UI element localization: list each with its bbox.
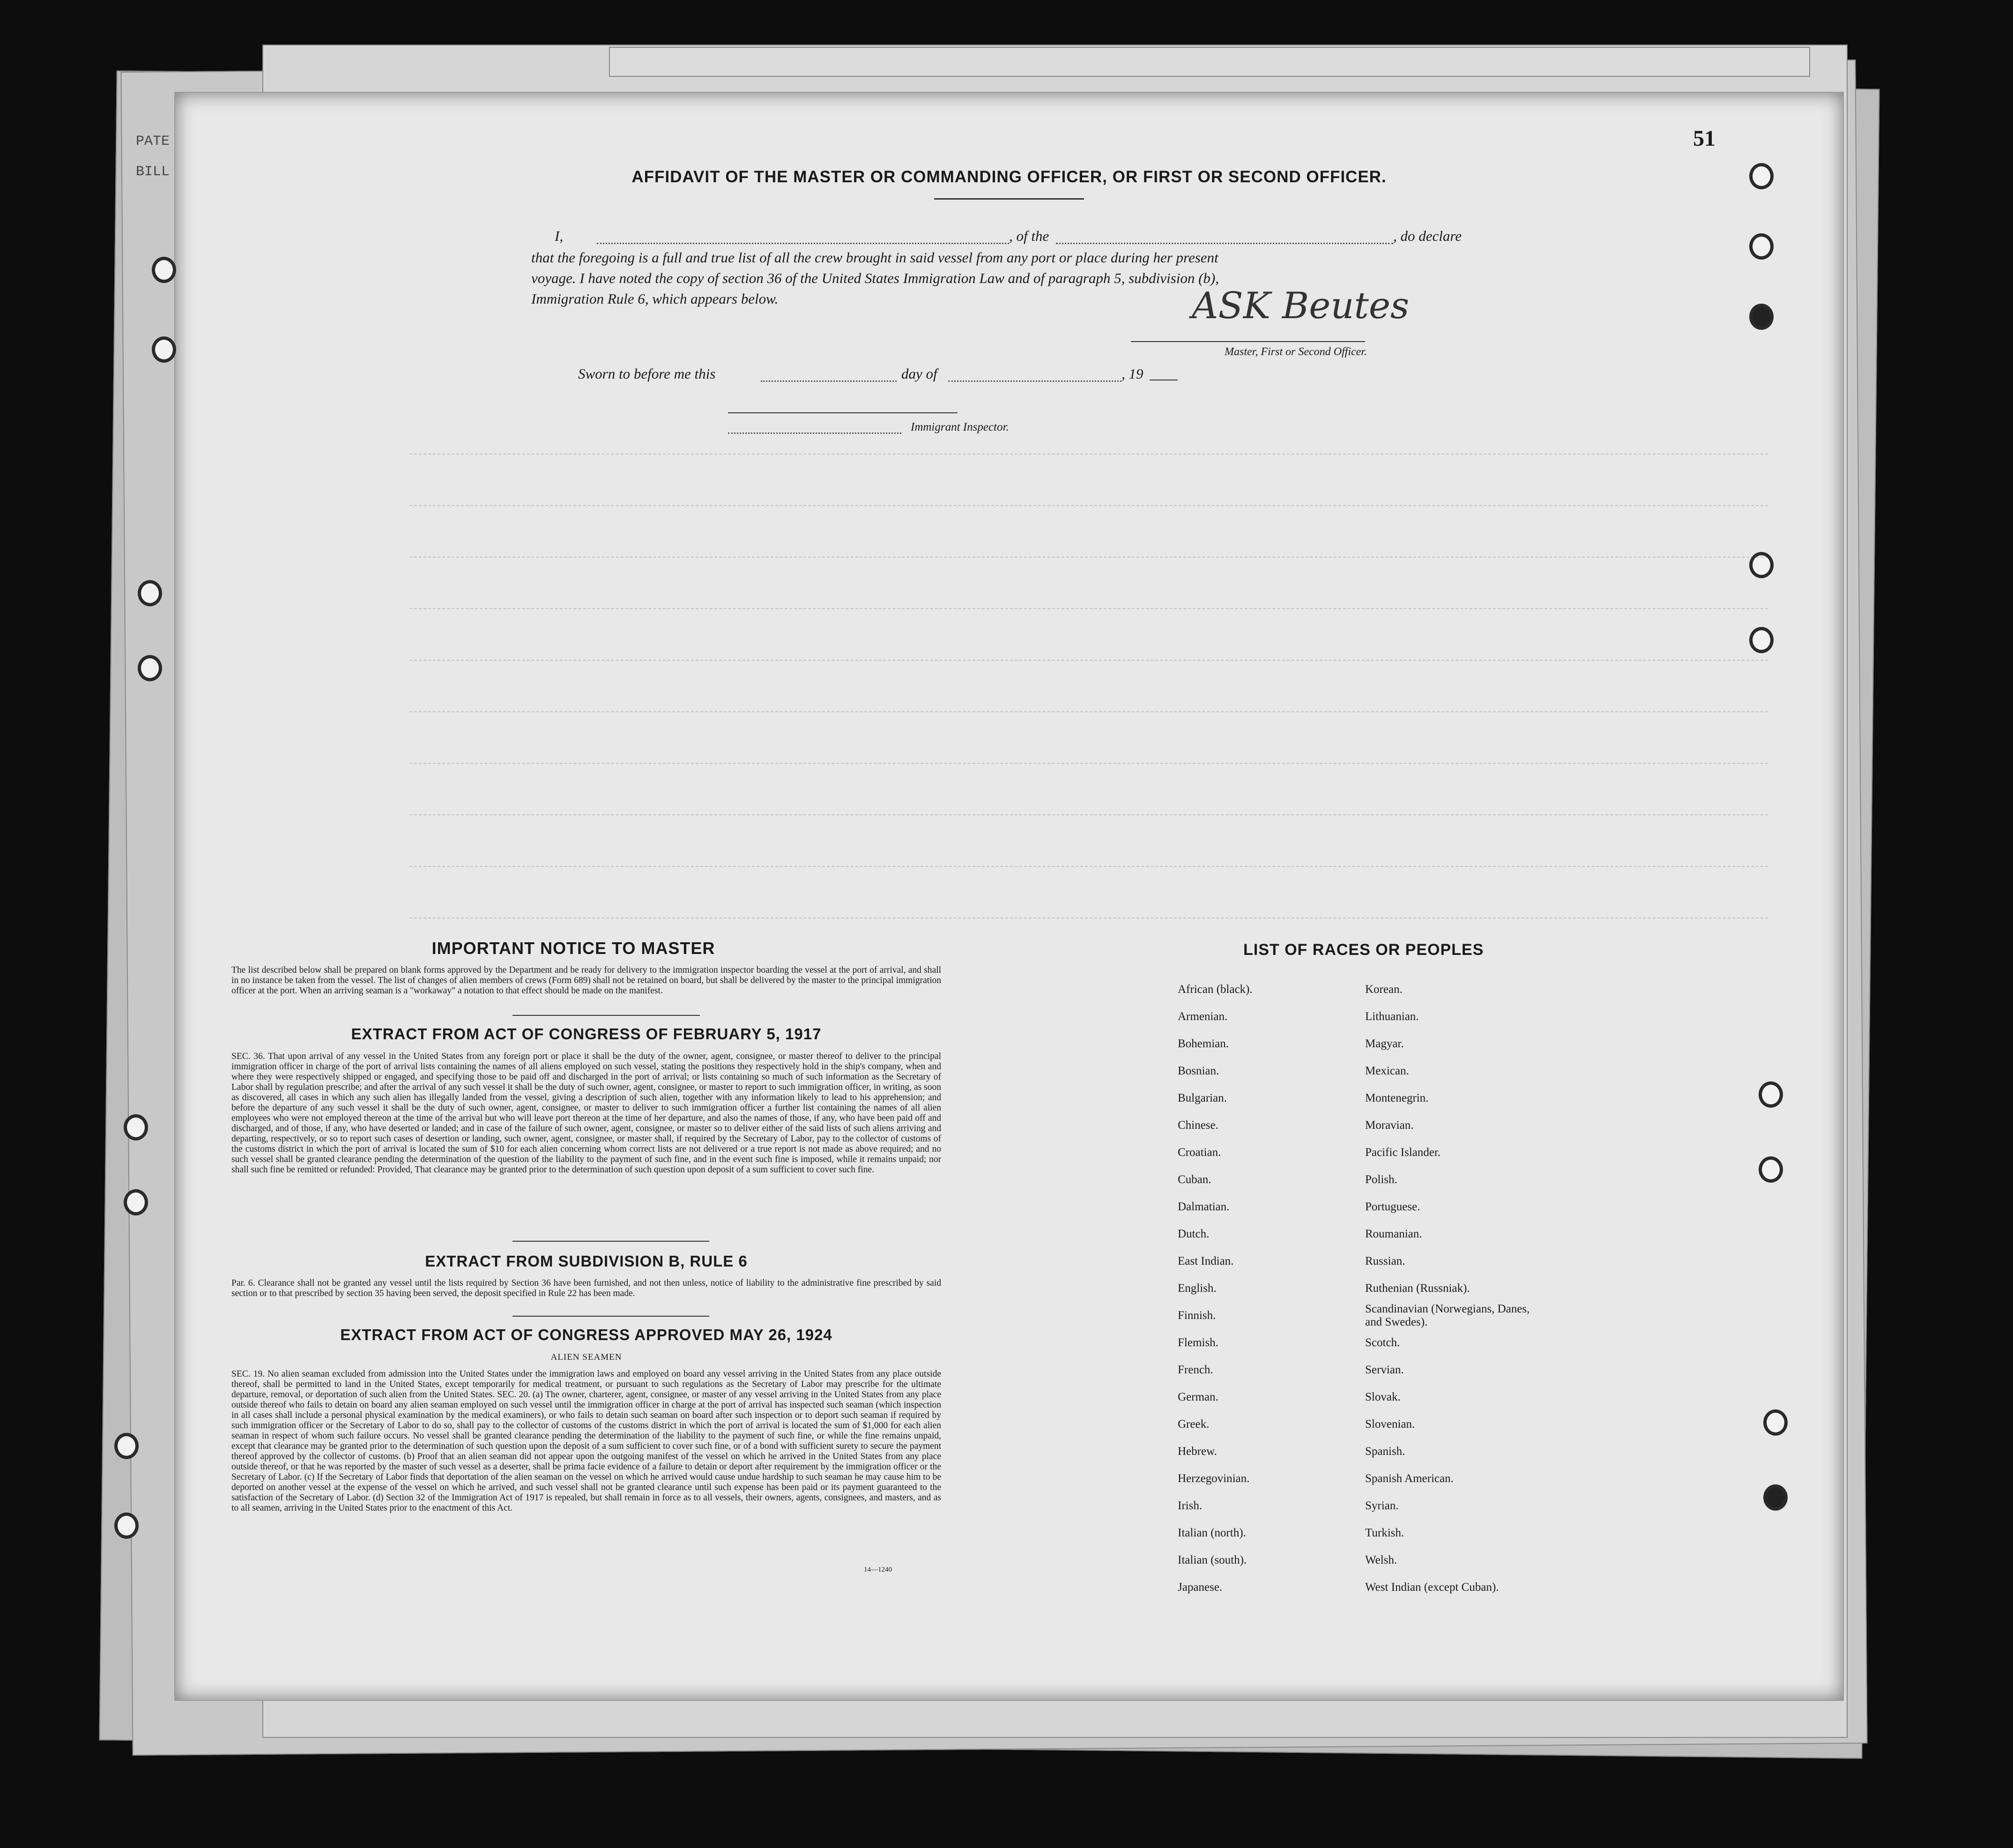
race-item: German. <box>1178 1391 1218 1403</box>
title-rule <box>934 198 1084 200</box>
month-blank <box>948 380 1122 382</box>
punch-hole <box>138 655 162 681</box>
punch-hole <box>1749 233 1774 260</box>
race-item: Korean. <box>1365 983 1403 996</box>
signature-caption: Master, First or Second Officer. <box>1225 346 1367 358</box>
punch-hole <box>1759 1081 1783 1108</box>
inspector-blank <box>728 432 901 434</box>
affidavit-line: voyage. I have noted the copy of section 36 of the United States Immigration Law and of paragraph 5, subdivision (b), <box>531 270 1219 286</box>
race-item: Croatian. <box>1178 1146 1221 1159</box>
background-label: BILL <box>136 164 170 180</box>
race-item: Scandinavian (Norwegians, Danes, and Swedes). <box>1365 1303 1530 1328</box>
section-rule <box>513 1316 709 1317</box>
background-label: PATE <box>136 134 170 149</box>
punch-hole <box>1763 1409 1788 1436</box>
punch-hole <box>114 1433 139 1459</box>
year-text: , 19 <box>1122 365 1144 382</box>
affidavit-title: AFFIDAVIT OF THE MASTER OR COMMANDING OFFICER, OR FIRST OR SECOND OFFICER. <box>631 168 1387 186</box>
race-item: Ruthenian (Russniak). <box>1365 1282 1470 1295</box>
race-item: Servian. <box>1365 1364 1404 1376</box>
manifest-sheet <box>174 92 1844 1701</box>
race-item: Mexican. <box>1365 1065 1409 1077</box>
punch-hole <box>114 1513 139 1539</box>
race-item: West Indian (except Cuban). <box>1365 1581 1499 1594</box>
alien-seamen-subtitle: ALIEN SEAMEN <box>550 1352 622 1362</box>
signature-line <box>1131 341 1365 342</box>
punch-hole <box>1749 304 1774 330</box>
inspector-caption: Immigrant Inspector. <box>911 421 1009 433</box>
race-item: Moravian. <box>1365 1119 1414 1132</box>
inspector-signature-line <box>728 412 958 413</box>
race-item: French. <box>1178 1364 1213 1376</box>
section-rule <box>513 1015 700 1016</box>
race-item: Portuguese. <box>1365 1200 1420 1213</box>
affidavit-i: I, <box>555 228 564 244</box>
punch-hole <box>124 1114 148 1140</box>
punch-hole <box>1749 627 1774 653</box>
race-item: Slovak. <box>1365 1391 1401 1403</box>
punch-hole <box>152 336 176 363</box>
race-item: Magyar. <box>1365 1037 1404 1050</box>
race-item: Japanese. <box>1178 1581 1223 1594</box>
race-item: Finnish. <box>1178 1309 1216 1322</box>
races-title: LIST OF RACES OR PEOPLES <box>1243 941 1484 959</box>
extract-1917-title: EXTRACT FROM ACT OF CONGRESS OF FEBRUARY 5, 1917 <box>351 1025 822 1043</box>
punch-hole <box>152 257 176 283</box>
showthrough-row <box>409 608 1768 623</box>
showthrough-row <box>409 866 1768 881</box>
race-item: Hebrew. <box>1178 1445 1217 1458</box>
showthrough-row <box>409 454 1768 469</box>
race-item: Pacific Islander. <box>1365 1146 1441 1159</box>
race-item: Scotch. <box>1365 1336 1400 1349</box>
race-item: Bulgarian. <box>1178 1092 1227 1104</box>
section-rule <box>513 1241 709 1242</box>
extract-1924-text: SEC. 19. No alien seaman excluded from admission into the United States under the immigration laws and employed on board any vessel arriving in the United States from any place outside thereof, shall be permitted to land in the United States, except temporarily for medical treatment, or pursuant to such regulations as the Secretary of Labor may prescribe for the ultimate departure, removal, or deportation of such alien from the United States. SEC. 20. (a) The owner, charterer, agent, consignee, or master of any vessel arriving in the United States from any place outside thereof who fails to detain on board any alien seaman employed on such vessel until the immigration officer in charge at the port of arrival has inspected such seaman (which inspection in all cases shall include a personal physical examination by the medical examiners), or who fails to detain such seaman on board after such inspection or to deport such seaman if required by such immigration officer or the Secretary of Labor to do so, shall pay to the collector of customs of the customs district in which the port of arrival is located the sum of $1,000 for each alien seaman in respect of whom such failure occurs. No vessel shall be granted clearance pending the determination of the liability to the payment of such fine, or while the fine remains unpaid, except that clearance may be granted prior to the determination of such question upon the deposit of a sum sufficient to cover such fine, or of a bond with sufficient surety to secure the payment thereof approved by the collector of customs. (b) Proof that an alien seaman did not appear upon the outgoing manifest of the vessel on which he arrived in the United States from any place outside thereof, or that he was reported by the master of such vessel as a deserter, shall be prima facie evidence of a failure to detain or deport after requirement by the immigration officer or the Secretary of Labor. (c) If the Secretary of Labor finds that deportation of the alien seaman on the vessel on which he arrived would cause undue hardship to such seaman he may cause him to be deported on another vessel at the expense of the vessel on which he arrived, and such vessel shall not be granted clearance until such expense has been paid or its payment guaranteed to the satisfaction of the Secretary of Labor. (d) Section 32 of the Immigration Act of 1917 is repealed, but shall remain in force as to all vessels, their owners, agents, consignees, and masters, and as to all seamen, arriving in the United States prior to the enactment of this Act. <box>231 1369 941 1513</box>
affidavit-declare: , do declare <box>1393 228 1462 244</box>
race-item: Slovenian. <box>1365 1418 1415 1431</box>
race-item: Syrian. <box>1365 1499 1399 1512</box>
race-item: Cuban. <box>1178 1173 1211 1186</box>
race-item: Montenegrin. <box>1365 1092 1429 1104</box>
race-item: English. <box>1178 1282 1217 1295</box>
race-item: African (black). <box>1178 983 1253 996</box>
showthrough-row <box>409 763 1768 778</box>
sworn-day-blank <box>761 380 897 382</box>
form-number: 14—1240 <box>864 1566 892 1573</box>
background-page-edge <box>609 47 1810 77</box>
race-item: Spanish. <box>1365 1445 1405 1458</box>
race-item: East Indian. <box>1178 1255 1234 1267</box>
race-item: Lithuanian. <box>1365 1010 1419 1023</box>
race-item: Italian (north). <box>1178 1527 1246 1539</box>
rule-6-title: EXTRACT FROM SUBDIVISION B, RULE 6 <box>425 1252 748 1270</box>
race-item: Dutch. <box>1178 1228 1210 1240</box>
showthrough-row <box>409 505 1768 520</box>
race-item: Dalmatian. <box>1178 1200 1230 1213</box>
race-item: Polish. <box>1365 1173 1397 1186</box>
affidavit-line: that the foregoing is a full and true list of all the crew brought in said vessel from any port or place during her present <box>531 249 1218 266</box>
affidavit-of-the: , of the <box>1009 228 1049 244</box>
page-number: 51 <box>1693 126 1716 151</box>
punch-hole <box>124 1189 148 1215</box>
day-of-text: day of <box>901 365 937 382</box>
rule-6-text: Par. 6. Clearance shall not be granted any vessel until the lists required by Section 36 have been furnished, and not then unless, notice of liability to the administrative fine prescribed by said section or to that prescribed by section 35 having been served, the deposit specified in Rule 22 has been made. <box>231 1278 941 1298</box>
affidavit-line: Immigration Rule 6, which appears below. <box>531 291 779 307</box>
signature: ASK Beutes <box>1192 285 1410 327</box>
race-item: Russian. <box>1365 1255 1405 1267</box>
race-item: Chinese. <box>1178 1119 1218 1132</box>
race-item: Roumanian. <box>1365 1228 1422 1240</box>
extract-1924-title: EXTRACT FROM ACT OF CONGRESS APPROVED MAY 26, 1924 <box>340 1326 832 1343</box>
showthrough-row <box>409 660 1768 675</box>
race-item: Bohemian. <box>1178 1037 1229 1050</box>
sworn-text: Sworn to before me this <box>578 365 716 382</box>
showthrough-row <box>409 557 1768 572</box>
race-item: Turkish. <box>1365 1527 1404 1539</box>
race-item: Armenian. <box>1178 1010 1228 1023</box>
race-item: Italian (south). <box>1178 1554 1247 1566</box>
showthrough-row <box>409 814 1768 829</box>
race-item: Greek. <box>1178 1418 1210 1431</box>
race-item: Herzegovinian. <box>1178 1472 1250 1485</box>
notice-title: IMPORTANT NOTICE TO MASTER <box>431 939 715 958</box>
race-item: Bosnian. <box>1178 1065 1219 1077</box>
vessel-blank <box>1056 243 1393 244</box>
race-item: Flemish. <box>1178 1336 1218 1349</box>
punch-hole <box>1759 1156 1783 1183</box>
punch-hole <box>138 580 162 606</box>
notice-text: The list described below shall be prepared on blank forms approved by the Department and be ready for delivery to the immigration inspector boarding the vessel at the port of arrival, and shall in no instance be taken from the vessel. The list of changes of alien members of crews (Form 689) shall not be retained on board, but shall be delivered by the master to the principal immigration officer at the port. When an arriving seaman is a "workaway" a notation to that effect should be made on the manifest. <box>231 965 941 996</box>
extract-1917-text: SEC. 36. That upon arrival of any vessel in the United States from any foreign port or place it shall be the duty of the owner, agent, consignee, or master thereof to deliver to the principal immigration officer in charge of the port of arrival lists containing the names of all aliens employed on such vessel, stating the positions they respectively hold in the ship's company, when and where they were respectively shipped or engaged, and specifying those to be paid off and discharged in the port of arrival; or lists containing so much of such information as the Secretary of Labor shall by regulation prescribe; and after the arrival of any such vessel it shall be the duty of such owner, agent, consignee, or master to report to such immigration officer, in writing, as soon as discovered, all cases in which any such alien has illegally landed from the vessel, giving a description of such alien, together with any information likely to lead to his apprehension; and before the departure of any such vessel it shall be the duty of such owner, agent, consignee, or master to deliver to such immigration officer a further list containing the names of all alien employees who were not employed thereon at the time of the arrival but who will leave port thereon at the time of her departure, and also the names of those, if any, who have been paid off and discharged, and of those, if any, who have deserted or landed; and in case of the failure of such owner, agent, consignee, or master so to deliver either of the said lists of such aliens arriving and departing, respectively, or so to report such cases of desertion or landing, such owner, agent, consignee, or master shall, if required by the Secretary of Labor, pay to the collector of customs of the customs district in which the port of arrival is located the sum of $10 for each alien concerning whom correct lists are not delivered or a true report is not made as above required; and no such vessel shall be granted clearance pending the determination of the question of the liability to the payment of such fine, and in the event such fine is imposed, while it remains unpaid; nor shall such fine be remitted or refunded: Provided, That clearance may be granted prior to the determination of such question upon deposit of a sum sufficient to cover such fine. <box>231 1051 941 1175</box>
punch-hole <box>1763 1484 1788 1511</box>
race-item: Irish. <box>1178 1499 1203 1512</box>
race-item: Welsh. <box>1365 1554 1397 1566</box>
race-item: Spanish American. <box>1365 1472 1454 1485</box>
showthrough-row <box>409 917 1768 932</box>
showthrough-row <box>409 711 1768 726</box>
name-blank <box>597 243 1009 244</box>
